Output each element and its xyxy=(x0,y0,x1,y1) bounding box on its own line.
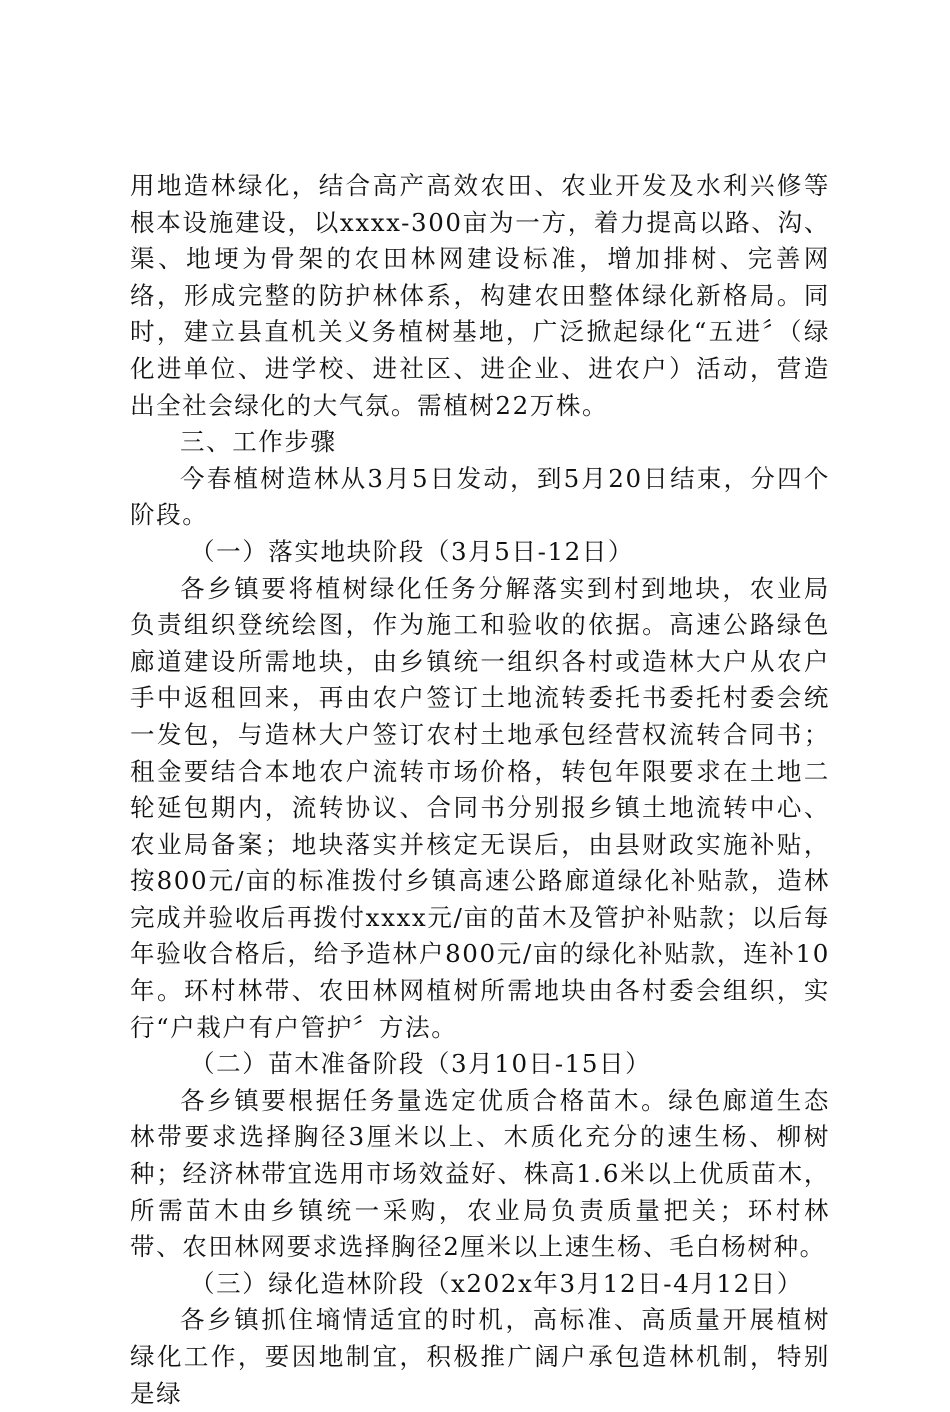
subsection-heading: （一）落实地块阶段（3月5日-12日） xyxy=(190,536,635,566)
subsection-heading: （三）绿化造林阶段（x202x年3月12日-4月12日） xyxy=(190,1268,803,1298)
body-paragraph: 今春植树造林从3月5日发动，到5月20日结束，分四个阶段。 xyxy=(130,463,830,530)
section-heading: 三、工作步骤 xyxy=(180,427,337,457)
body-paragraph: 各乡镇要将植树绿化任务分解落实到村到地块，农业局负责组织登统绘图，作为施工和验收的依据。高速公路绿色廊道建设所需地块，由乡镇统一组织各村或造林大户从农户手中返租回来，再由农户签订土地流转委托书委托村委会统一发包，与造林大户签订农村土地承包经营权流转合同书；租金要结合本地农户流转市场价格，转包年限要求在土地二轮延包期内，流转协议、合同书分别报乡镇土地流转中心、农业局备案；地块落实并核定无误后，由县财政实施补贴，按800元/亩的标准拨付乡镇高速公路廊道绿化补贴款，造林完成并验收后再拨付xxxx元/亩的苗木及管护补贴款；以后每年验收合格后，给予造林户800元/亩的绿化补贴款，连补10年。环村林带、农田林网植树所需地块由各村委会组织，实行“户栽户有户管护〞方法。 xyxy=(130,573,830,1042)
document-page xyxy=(130,168,830,1412)
body-paragraph: 用地造林绿化，结合高产高效农田、农业开发及水利兴修等根本设施建设，以xxxx-300亩为一方，着力提高以路、沟、渠、地埂为骨架的农田林网建设标准，增加排树、完善网络，形成完整的防护林体系，构建农田整体绿化新格局。同时，建立县直机关义务植树基地，广泛掀起绿化“五进〞（绿化进单位、进学校、进社区、进企业、进农户）活动，营造出全社会绿化的大气氛。需植树22万株。 xyxy=(130,171,830,420)
body-paragraph: 各乡镇抓住墒情适宜的时机，高标准、高质量开展植树绿化工作，要因地制宜，积极推广阔户承包造林机制，特别是绿 xyxy=(130,1305,830,1408)
subsection-heading: （二）苗木准备阶段（3月10日-15日） xyxy=(190,1049,652,1079)
body-paragraph: 各乡镇要根据任务量选定优质合格苗木。绿色廊道生态林带要求选择胸径3厘米以上、木质化充分的速生杨、柳树种；经济林带宜选用市场效益好、株高1.6米以上优质苗木，所需苗木由乡镇统一采购，农业局负责质量把关；环村林带、农田林网要求选择胸径2厘米以上速生杨、毛白杨树种。 xyxy=(130,1085,830,1262)
